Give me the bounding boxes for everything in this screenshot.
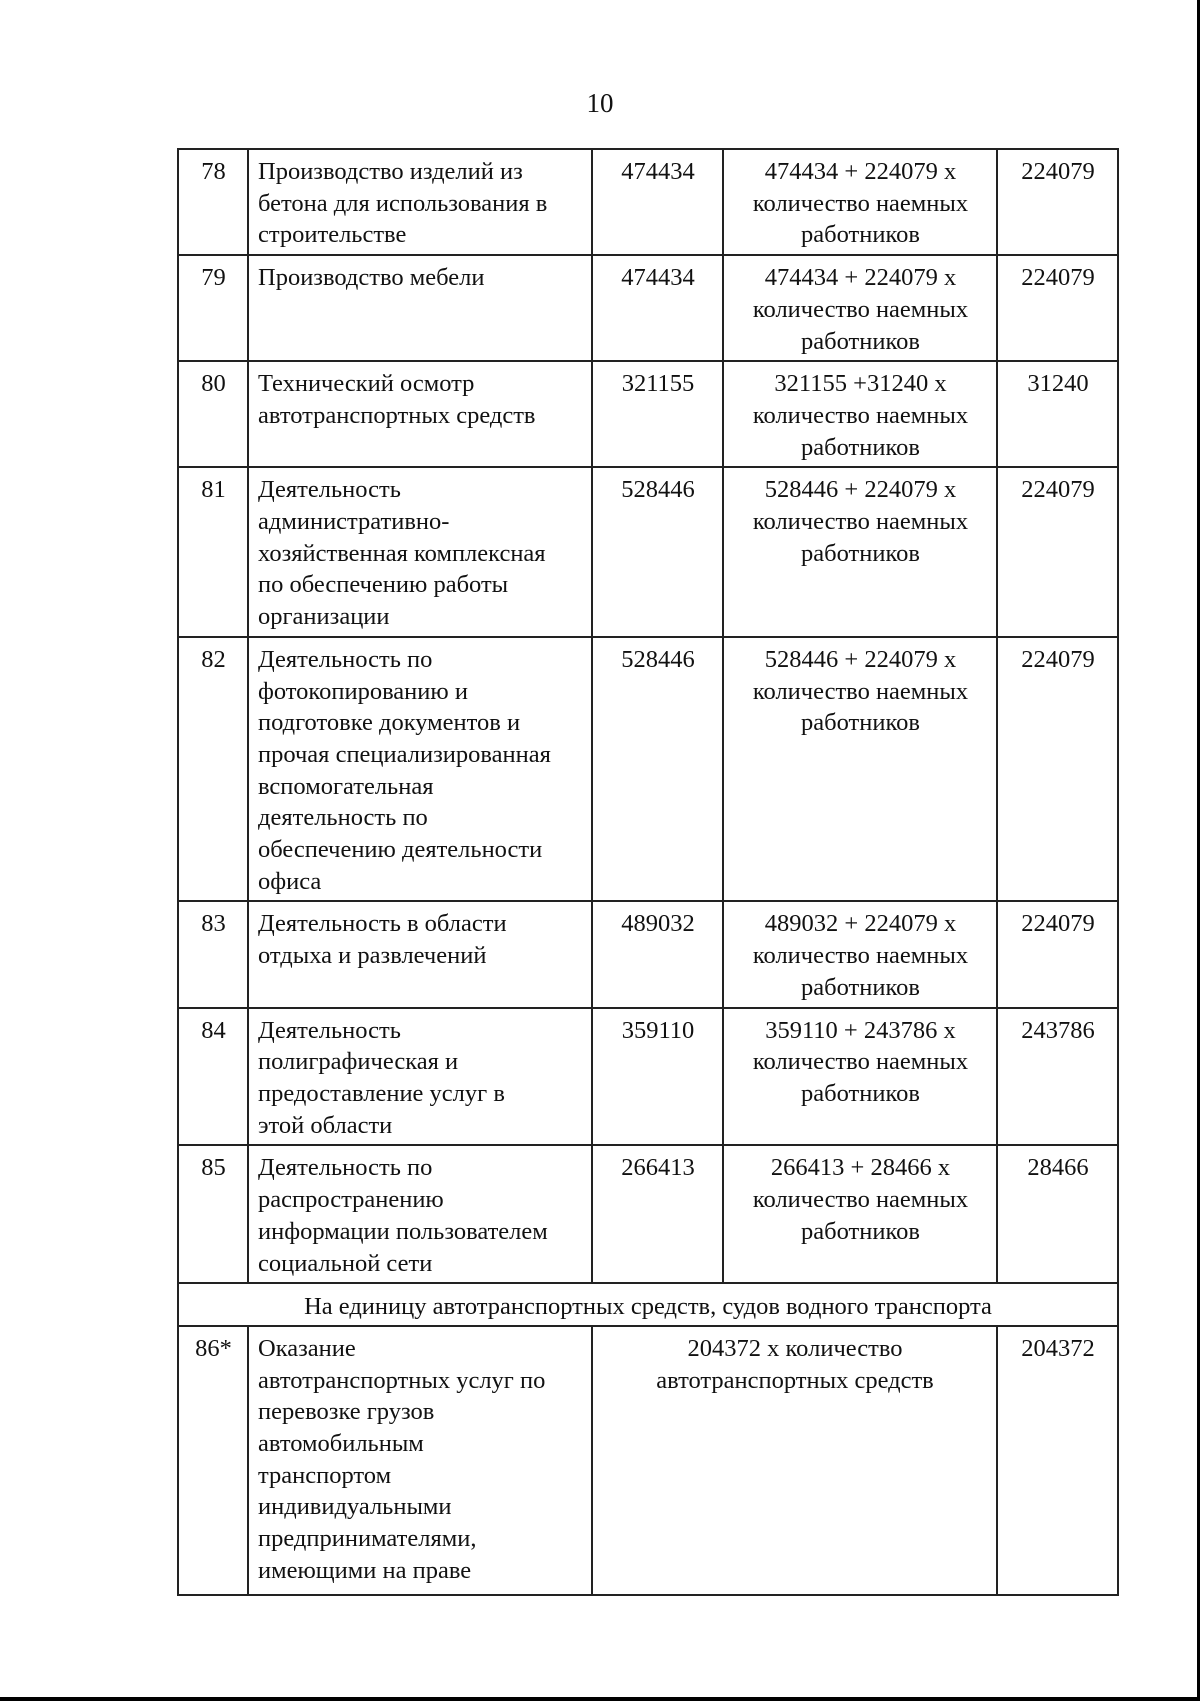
formula-cell: 359110 + 243786 х количество наемных работников bbox=[723, 1008, 997, 1146]
activity-name: Деятельность в области отдыха и развлечений bbox=[248, 901, 592, 1007]
formula-cell: 474434 + 224079 х количество наемных работников bbox=[723, 255, 997, 361]
row-number: 85 bbox=[178, 1145, 248, 1283]
rate-cell: 31240 bbox=[997, 361, 1118, 467]
row-number: 84 bbox=[178, 1008, 248, 1146]
rate-cell: 204372 bbox=[997, 1326, 1118, 1595]
table-row bbox=[178, 255, 1118, 361]
activity-name: Деятельность по фотокопированию и подготовке документов и прочая специализированная вспомогательная деятельность по обеспечению деятельности офиса bbox=[248, 637, 592, 902]
table-row bbox=[178, 467, 1118, 637]
table-row bbox=[178, 1008, 1118, 1146]
activity-name: Технический осмотр автотранспортных средств bbox=[248, 361, 592, 467]
row-number: 86* bbox=[178, 1326, 248, 1595]
page-number: 10 bbox=[586, 88, 614, 118]
formula-cell: 474434 + 224079 х количество наемных работников bbox=[723, 149, 997, 255]
table-row-86 bbox=[178, 1326, 1118, 1595]
rate-cell: 224079 bbox=[997, 637, 1118, 902]
activity-name: Деятельность по распространению информации пользователем социальной сети bbox=[248, 1145, 592, 1283]
page-edge-bottom bbox=[0, 1697, 1200, 1701]
base-amount-cell: 359110 bbox=[592, 1008, 723, 1146]
base-amount-cell: 266413 bbox=[592, 1145, 723, 1283]
base-amount-cell: 474434 bbox=[592, 149, 723, 255]
formula-cell: 528446 + 224079 х количество наемных работников bbox=[723, 637, 997, 902]
rate-cell: 224079 bbox=[997, 255, 1118, 361]
rate-cell: 224079 bbox=[997, 901, 1118, 1007]
table-row bbox=[178, 1145, 1118, 1283]
rate-cell: 243786 bbox=[997, 1008, 1118, 1146]
table-row bbox=[178, 149, 1118, 255]
formula-cell: 321155 +31240 х количество наемных работников bbox=[723, 361, 997, 467]
rate-cell: 224079 bbox=[997, 467, 1118, 637]
activity-name: Оказание автотранспортных услуг по перевозке грузов автомобильным транспортом индивидуальными предпринимателями, имеющими на праве bbox=[248, 1326, 592, 1595]
rate-cell: 28466 bbox=[997, 1145, 1118, 1283]
row-number: 78 bbox=[178, 149, 248, 255]
activity-name: Производство мебели bbox=[248, 255, 592, 361]
rate-cell: 224079 bbox=[997, 149, 1118, 255]
base-amount-cell: 528446 bbox=[592, 637, 723, 902]
base-amount-cell: 528446 bbox=[592, 467, 723, 637]
formula-cell: 489032 + 224079 х количество наемных работников bbox=[723, 901, 997, 1007]
activity-name: Деятельность полиграфическая и предоставление услуг в этой области bbox=[248, 1008, 592, 1146]
base-amount-cell: 474434 bbox=[592, 255, 723, 361]
activity-name: Деятельность административно- хозяйственная комплексная по обеспечению работы организации bbox=[248, 467, 592, 637]
table-row bbox=[178, 637, 1118, 902]
section-heading: На единицу автотранспортных средств, судов водного транспорта bbox=[178, 1283, 1118, 1326]
formula-cell: 266413 + 28466 х количество наемных работников bbox=[723, 1145, 997, 1283]
tax-rate-table bbox=[177, 148, 1119, 1596]
formula-cell: 204372 х количество автотранспортных средств bbox=[592, 1326, 997, 1595]
table-row bbox=[178, 901, 1118, 1007]
section-heading-row bbox=[178, 1283, 1118, 1326]
row-number: 81 bbox=[178, 467, 248, 637]
row-number: 83 bbox=[178, 901, 248, 1007]
row-number: 80 bbox=[178, 361, 248, 467]
base-amount-cell: 321155 bbox=[592, 361, 723, 467]
table-body bbox=[178, 149, 1118, 1595]
row-number: 79 bbox=[178, 255, 248, 361]
formula-cell: 528446 + 224079 х количество наемных работников bbox=[723, 467, 997, 637]
row-number: 82 bbox=[178, 637, 248, 902]
table-row bbox=[178, 361, 1118, 467]
activity-name: Производство изделий из бетона для использования в строительстве bbox=[248, 149, 592, 255]
base-amount-cell: 489032 bbox=[592, 901, 723, 1007]
